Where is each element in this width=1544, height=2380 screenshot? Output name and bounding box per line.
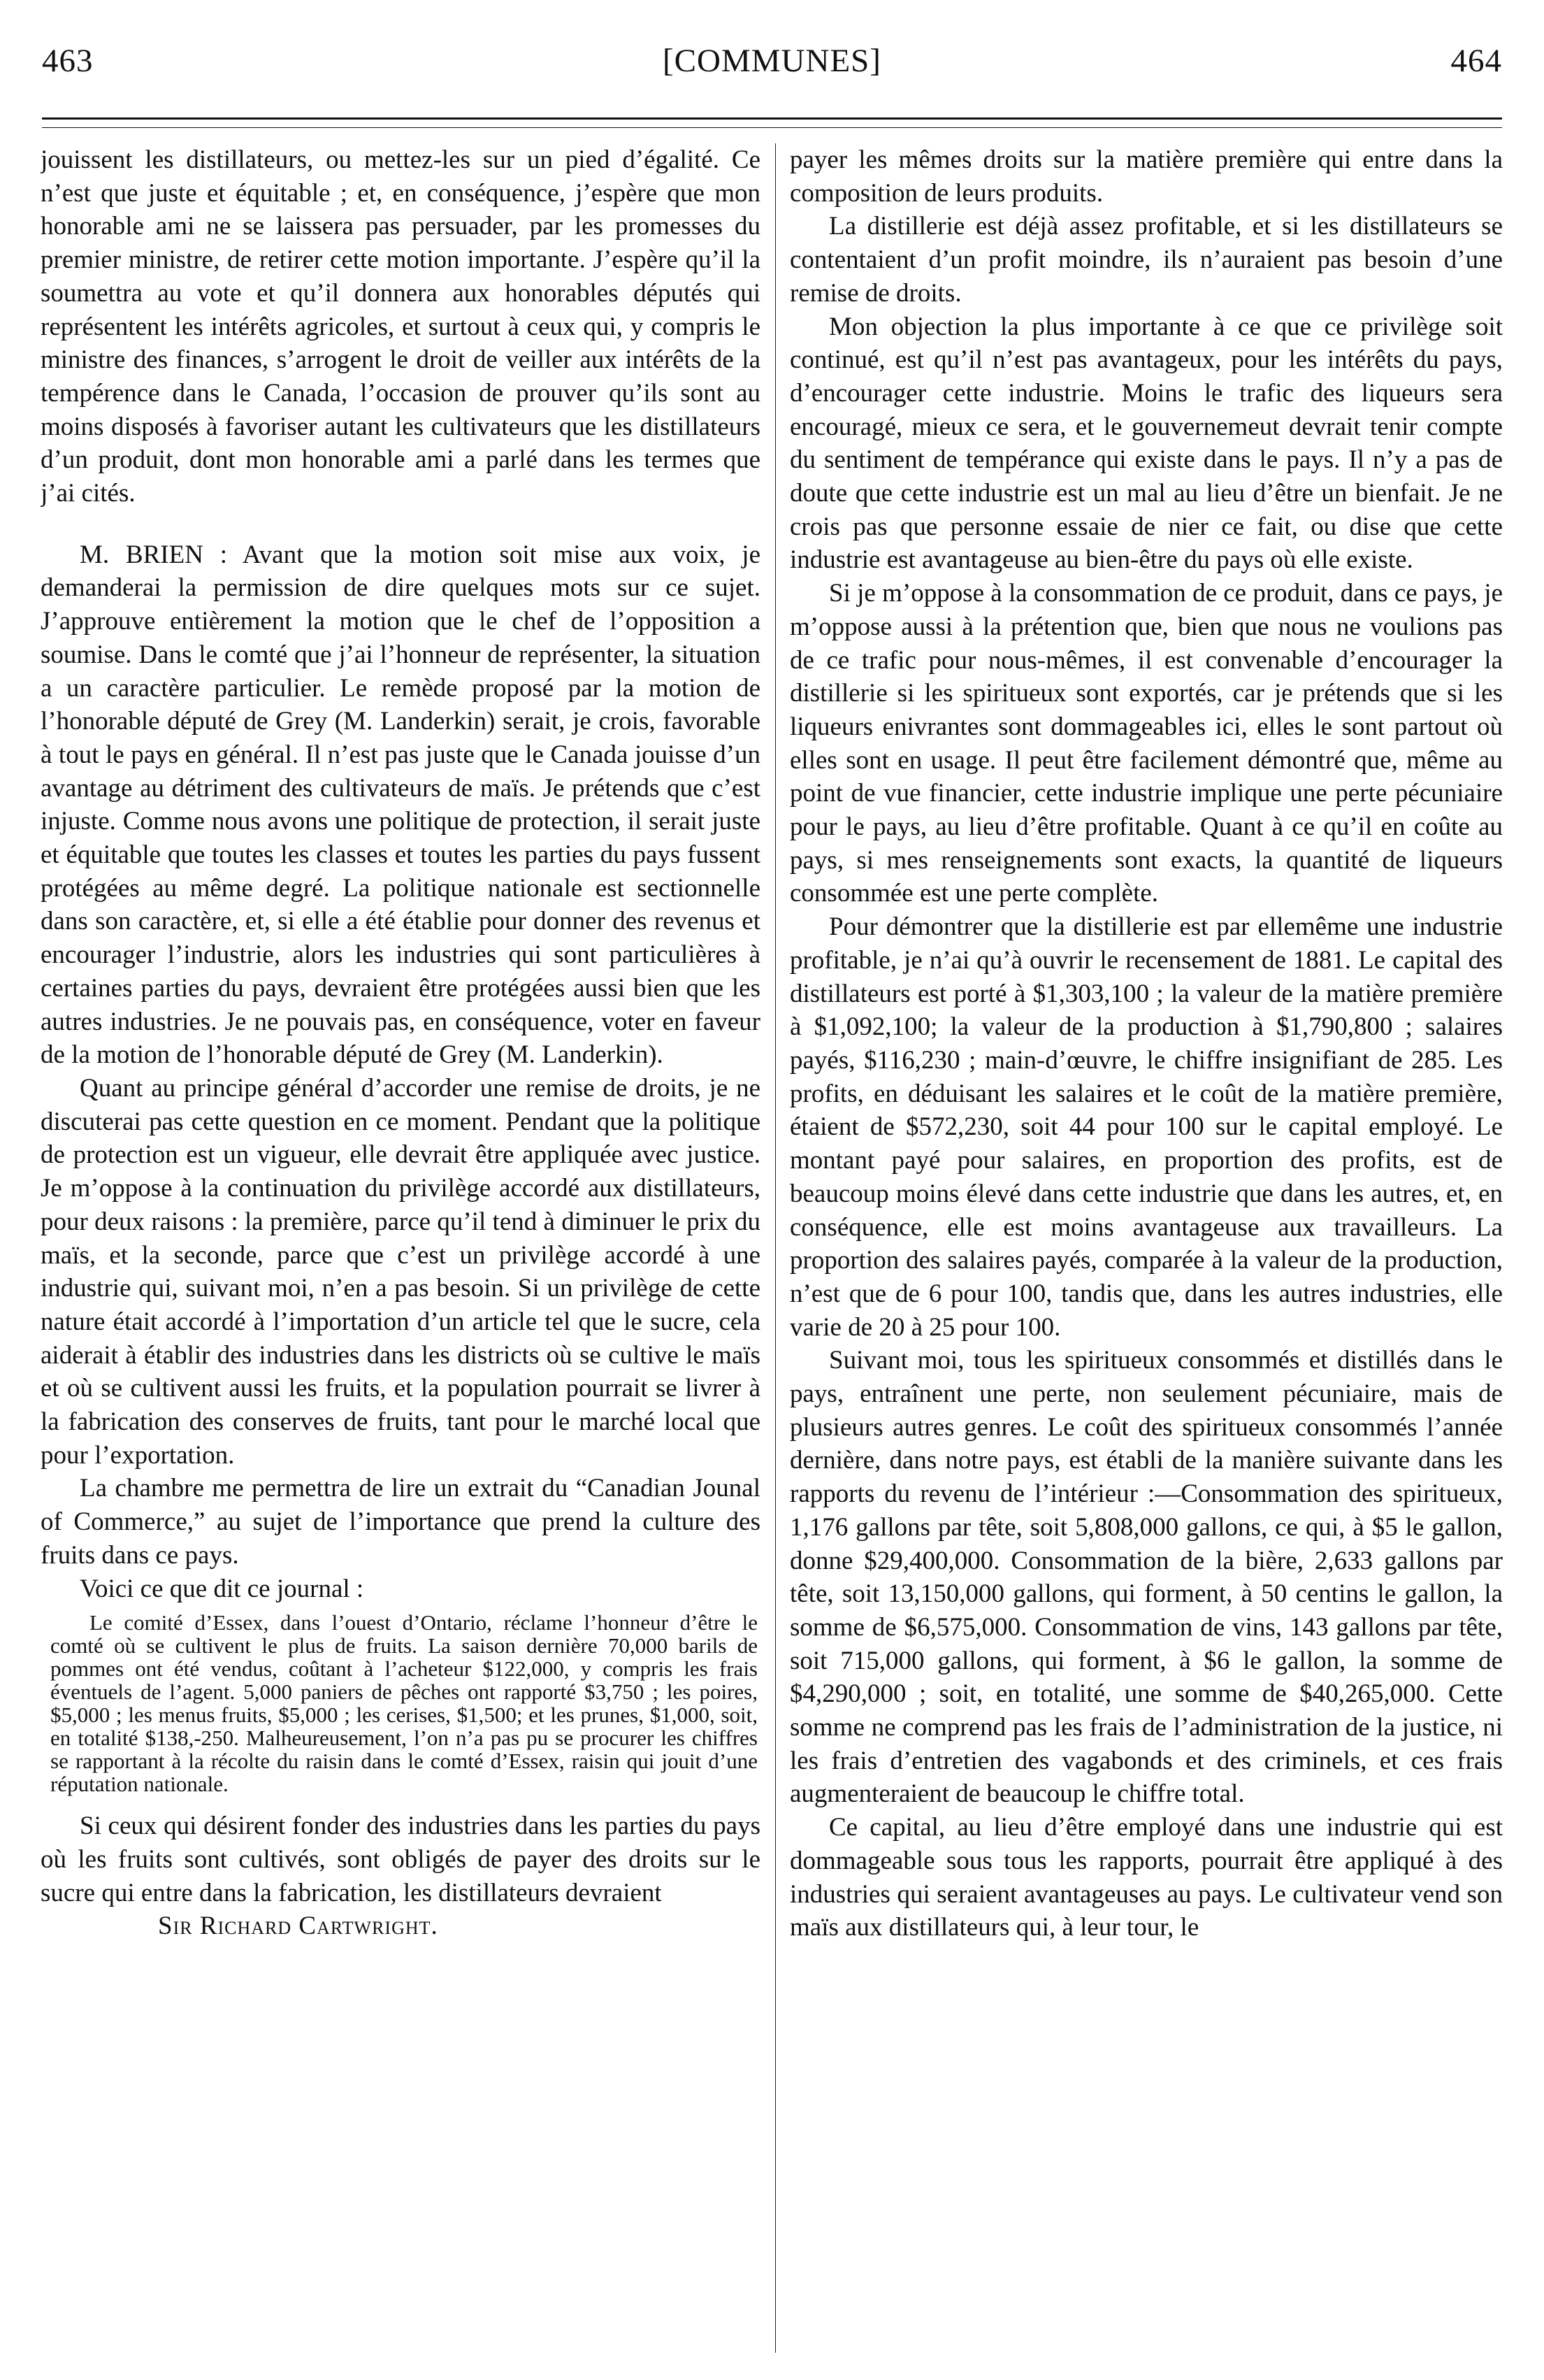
column-divider [775,143,776,2353]
right-column [790,143,1503,2353]
header-rule-thin [42,127,1502,128]
right-paragraph-1: payer les mêmes droits sur la matière première qui entre dans la composition de leurs produits. [790,145,1503,208]
running-head: [COMMUNES] [663,43,881,79]
page-header [42,28,1502,91]
header-rule-thick [42,117,1502,120]
left-paragraph-1: jouissent les distillateurs, ou mettez-les sur un pied d’égalité. Ce n’est que juste et équitable ; et, en conséquence, j’espère que mon honorable ami ne se laissera pas persuader, par les promesses du premier ministre, de retirer cette motion importante. J’espère qu’il la soumettra au vote et qu’il donnera aux honorables députés qui représentent les intérêts agricoles, et surtout à ceux qui, y compris le ministre des finances, s’arrogent le droit de veiller aux intérêts de la tempérence dans le Canada, l’occasion de prouver qu’ils sont au moins disposés à favoriser autant les cultivateurs que les distillateurs d’un produit, dont mon honorable ami a parlé dans les termes que j’ai cités. [41,145,760,508]
left-paragraph-6: Si ceux qui désirent fonder des industries dans les parties du pays où les fruits sont cultivés, sont obligés de payer des droits sur le sucre qui entre dans la fabrication, les distillateurs devraient [41,1812,760,1907]
left-paragraph-5: Voici ce que dit ce journal : [80,1574,364,1603]
right-paragraph-4: Si je m’oppose à la consommation de ce produit, dans ce pays, je m’oppose aussi à la prétention que, bien que nous ne voulions pas de ce trafic pour nous-mêmes, il est convenable d’encourager la distillerie si les spiritueux sont exportés, car je prétends que si les liqueurs enivrantes sont dommageables ici, elles le sont partout où elles sont en usage. Il peut être facilement démontré que, même au point de vue financier, cette industrie implique une perte pécuniaire pour le pays, au lieu d’être profitable. Quant à ce qu’il en coûte au pays, si mes renseignements sont exacts, la quantité de liqueurs consommée est une perte complète. [790,579,1503,908]
page-number-left: 463 [42,43,94,79]
journal-quote: Le comité d’Essex, dans l’ouest d’Ontario, réclame l’honneur d’être le comté où se cultivent le plus de fruits. La saison dernière 70,000 barils de pommes ont été vendus, coûtant à l’acheteur $122,000, y compris les frais éventuels de l’agent. 5,000 paniers de pêches ont rapporté $3,750 ; les poires, $5,000 ; les menus fruits, $5,000 ; les cerises, $1,500; et les prunes, $1,000, soit, en totalité $138,-250. Malheureusement, l’on n’a pas pu se procurer les chiffres se rapportant à la récolte du raisin dans le comté d’Essex, raisin qui jouit d’une réputation nationale. [50,1610,758,1797]
left-paragraph-4: La chambre me permettra de lire un extrait du “Canadian Jounal of Commerce,” au sujet de l’importance que prend la culture des fruits dans ce pays. [41,1474,760,1570]
right-paragraph-7: Ce capital, au lieu d’être employé dans une industrie qui est dommageable sous tous les rapports, pourrait être appliqué à des industries qui seraient avantageuses au pays. Le cultivateur vend son maïs aux distillateurs qui, à leur tour, le [790,1813,1503,1942]
right-paragraph-6: Suivant moi, tous les spiritueux consommés et distillés dans le pays, entraînent une perte, non seulement pécuniaire, mais de plusieurs autres genres. Le coût des spiritueux consommés l’année dernière, dans notre pays, est établi de la manière suivante dans les rapports du revenu de l’intérieur :—Consommation des spiritueux, 1,176 gallons par tête, soit 5,808,000 gallons, ce qui, à $5 le gallon, donne $29,400,000. Consommation de la bière, 2,633 gallons par tête, soit 13,150,000 gallons, qui forment, à 50 centins le gallon, la somme de $6,575,000. Consommation de vins, 143 gallons par tête, soit 715,000 gallons, qui forment, à $6 le gallon, la somme de $4,290,000 ; soit, en totalité, une somme de $40,265,000. Cette somme ne comprend pas les frais de l’administration de la justice, ni les frais d’entretien des vagabonds et des criminels, et ces frais augmenteraient de beaucoup le chiffre total. [790,1346,1503,1809]
speaker-signature: Sir Richard Cartwright. [158,1912,438,1941]
page-number-right: 464 [1450,43,1502,79]
right-paragraph-5: Pour démontrer que la distillerie est par ellemême une industrie profitable, je n’ai qu’à ouvrir le recensement de 1881. Le capital des distillateurs est porté à $1,303,100 ; la valeur de la matière première à $1,092,100; la valeur de la production à $1,790,800 ; salaires payés, $116,230 ; main-d’œuvre, le chiffre insignifiant de 285. Les profits, en déduisant les salaires et le coût de la matière première, étaient de $572,230, soit 44 pour 100 sur le capital employé. Le montant payé pour salaires, en proportion des profits, est de beaucoup moins élevé dans cette industrie que dans les autres, et, en conséquence, elle est moins avantageuse aux travailleurs. La proportion des salaires payés, comparée à la valeur de la production, n’est que de 6 pour 100, tandis que, dans les autres industries, elle varie de 20 à 25 pour 100. [790,912,1503,1342]
right-paragraph-3: Mon objection la plus importante à ce que ce privilège soit continué, est qu’il n’est pas avantageux, pour les intérêts du pays, d’encourager cette industrie. Moins le trafic des liqueurs sera encouragé, mieux ce sera, et le gouvernemeut devrait tenir compte du sentiment de tempérance qui existe dans le pays. Il n’y a pas de doute que cette industrie est un mal au lieu d’être un bienfait. Je ne crois pas que personne essaie de nier ce fait, ou dise que cette industrie est avantageuse au bien-être du pays où elle existe. [790,312,1503,575]
left-paragraph-2: M. BRIEN : Avant que la motion soit mise aux voix, je demanderai la permission de dire quelques mots sur ce sujet. J’approuve entièrement la motion que le chef de l’opposition a soumise. Dans le comté que j’ai l’honneur de représenter, la situation a un caractère particulier. Le remède proposé par la motion de l’honorable député de Grey (M. Landerkin) serait, je crois, favorable à tout le pays en général. Il n’est pas juste que le Canada jouisse d’un avantage au détriment des cultivateurs de maïs. Je prétends que c’est injuste. Comme nous avons une politique de protection, il serait juste et équitable que toutes les classes et toutes les parties du pays fussent protégées au même degré. La politique nationale est sectionnelle dans son caractère, et, si elle a été établie pour donner des revenus et encourager l’industrie, alors les industries qui sont particulières à certaines parties du pays, devraient être protégées aussi bien que les autres industries. Je ne pouvais pas, en conséquence, voter en faveur de la motion de l’honorable député de Grey (M. Landerkin). [41,540,760,1070]
left-column [41,143,760,2353]
left-paragraph-3: Quant au principe général d’accorder une remise de droits, je ne discuterai pas cette question en ce moment. Pendant que la politique de protection est un vigueur, elle devrait être appliquée avec justice. Je m’oppose à la continuation du privilège accordé aux distillateurs, pour deux raisons : la première, parce qu’il tend à diminuer le prix du maïs, et la seconde, parce que c’est un privilège accordé à une industrie qui, suivant moi, n’en a pas besoin. Si un privilège de cette nature était accordé à l’importation d’un article tel que le sucre, cela aiderait à établir des industries dans les districts où se cultive le maïs et où se cultivent aussi les fruits, et la population pourrait se livrer à la fabrication des conserves de fruits, tant pour le marché local que pour l’exportation. [41,1073,760,1470]
right-paragraph-2: La distillerie est déjà assez profitable, et si les distillateurs se contentaient d’un profit moindre, ils n’auraient pas besoin d’une remise de droits. [790,212,1503,308]
